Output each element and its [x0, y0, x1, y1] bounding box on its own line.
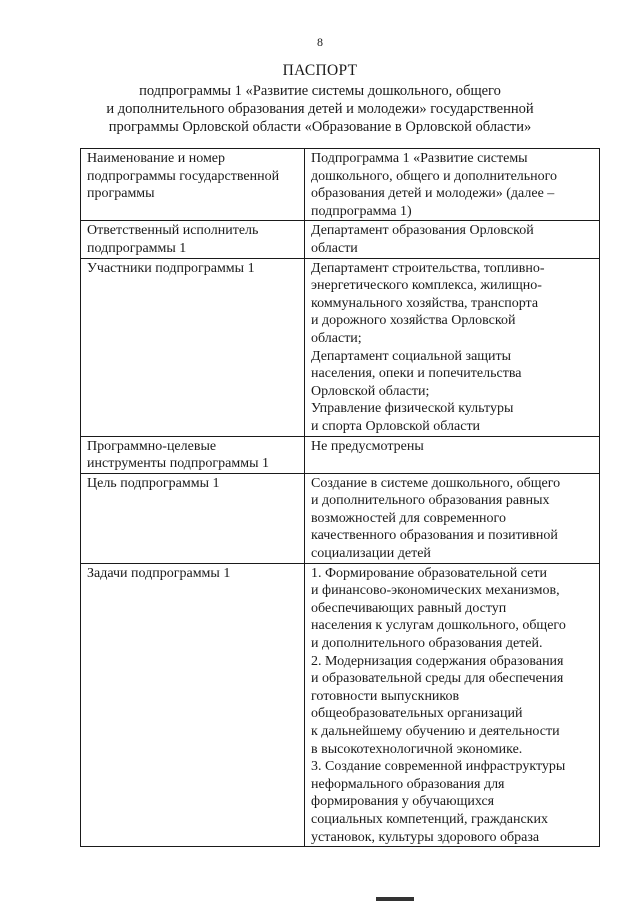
cell-text-line: готовности выпускников	[311, 688, 460, 704]
cell-text-line: инструменты подпрограммы 1	[87, 456, 269, 472]
cell-text-line: и финансово-экономических механизмов,	[311, 583, 560, 599]
cell-text-line: Задачи подпрограммы 1	[87, 565, 231, 581]
row-name-cell	[81, 473, 305, 563]
stamp-mark	[376, 897, 414, 901]
row-name-cell	[81, 149, 305, 221]
cell-text-line: неформального образования для	[311, 776, 505, 792]
cell-text-line: 1. Формирование образовательной сети	[311, 565, 547, 581]
cell-text-line: обеспечивающих равный доступ	[311, 600, 507, 616]
document-subtitle	[60, 82, 580, 136]
cell-text-line: области	[311, 240, 358, 256]
row-value-cell	[305, 258, 600, 436]
cell-text-line: 3. Создание современной инфраструктуры	[311, 759, 566, 775]
cell-text-line: Программно-целевые	[87, 438, 217, 454]
cell-text-line: коммунального хозяйства, транспорта	[311, 295, 539, 311]
cell-text-line: качественного образования и позитивной	[311, 528, 558, 544]
cell-text-line: подпрограмма 1)	[311, 203, 412, 219]
cell-text-line: населения к услугам дошкольного, общего	[311, 618, 566, 634]
passport-table	[80, 148, 600, 847]
cell-text-line: Департамент образования Орловской	[311, 223, 534, 239]
cell-text-line: Департамент социальной защиты	[311, 348, 512, 364]
cell-text-line: и образовательной среды для обеспечения	[311, 671, 564, 687]
cell-text-line: и дорожного хозяйства Орловской	[311, 313, 516, 329]
cell-text-line: общеобразовательных организаций	[311, 706, 523, 722]
cell-text-line: установок, культуры здорового образа	[311, 829, 540, 845]
table-row	[81, 149, 600, 221]
cell-text-line: в высокотехнологичной экономике.	[311, 741, 523, 757]
cell-text-line: и спорта Орловской области	[311, 418, 481, 434]
cell-text-line: Участники подпрограммы 1	[87, 260, 255, 276]
cell-text-line: и дополнительного образования детей.	[311, 636, 543, 652]
table-row	[81, 221, 600, 258]
cell-text-line: подпрограммы 1	[87, 240, 187, 256]
row-value-cell	[305, 436, 600, 473]
cell-text-line: дошкольного, общего и дополнительного	[311, 168, 558, 184]
cell-text-line: Цель подпрограммы 1	[87, 475, 220, 491]
cell-text-line: формирования у обучающихся	[311, 794, 495, 810]
cell-text-line: Не предусмотрены	[311, 438, 424, 454]
cell-text-line: 2. Модернизация содержания образования	[311, 653, 564, 669]
cell-text-line: Создание в системе дошкольного, общего	[311, 475, 561, 491]
cell-text-line: Подпрограмма 1 «Развитие системы	[311, 151, 528, 166]
row-value-cell	[305, 149, 600, 221]
subtitle-line: подпрограммы 1 «Развитие системы дошкольного, общего	[139, 83, 501, 99]
cell-text-line: населения, опеки и попечительства	[311, 366, 522, 382]
cell-text-line: Орловской области;	[311, 383, 430, 399]
table-row	[81, 563, 600, 847]
cell-text-line: подпрограммы государственной	[87, 168, 280, 184]
row-value-cell	[305, 221, 600, 258]
subtitle-line: и дополнительного образования детей и молодежи» государственной	[106, 101, 534, 117]
cell-text-line: образования детей и молодежи» (далее –	[311, 186, 555, 202]
row-name-cell	[81, 221, 305, 258]
table-row	[81, 436, 600, 473]
cell-text-line: энергетического комплекса, жилищно-	[311, 278, 542, 294]
row-name-cell	[81, 563, 305, 847]
row-value-cell	[305, 473, 600, 563]
cell-text-line: Наименование и номер	[87, 151, 226, 166]
cell-text-line: социальных компетенций, гражданских	[311, 811, 548, 827]
cell-text-line: программы	[87, 186, 155, 202]
subtitle-line: программы Орловской области «Образование в Орловской области»	[108, 119, 532, 135]
cell-text-line: к дальнейшему обучению и деятельности	[311, 724, 560, 739]
table-row	[81, 258, 600, 436]
cell-text-line: и дополнительного образования равных	[311, 493, 550, 509]
row-name-cell	[81, 436, 305, 473]
cell-text-line: Управление физической культуры	[311, 401, 514, 417]
table-row	[81, 473, 600, 563]
cell-text-line: Департамент строительства, топливно-	[311, 260, 545, 276]
cell-text-line: Ответственный исполнитель	[87, 223, 259, 239]
cell-text-line: социализации детей	[311, 546, 431, 562]
cell-text-line: возможностей для современного	[311, 510, 506, 526]
row-value-cell	[305, 563, 600, 847]
page-number: 8	[317, 35, 323, 49]
document-title: ПАСПОРТ	[282, 62, 358, 79]
row-name-cell	[81, 258, 305, 436]
cell-text-line: области;	[311, 330, 362, 346]
